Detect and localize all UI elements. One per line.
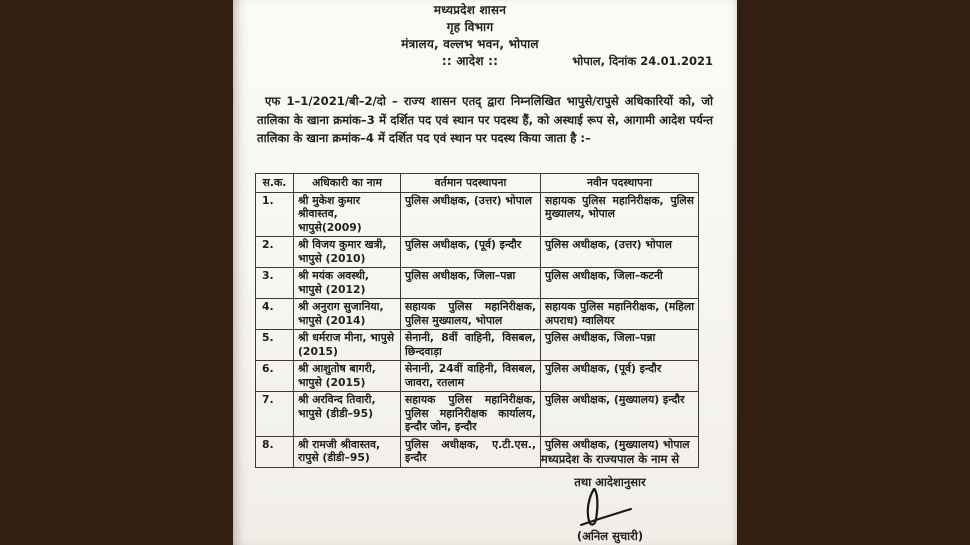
cell-new-posting: पुलिस अधीक्षक, जिला–पन्ना <box>541 330 699 361</box>
cell-serial: 4. <box>256 299 294 330</box>
col-header-new-posting: नवीन पदस्थापना <box>541 174 699 193</box>
order-heading: :: आदेश :: <box>441 54 499 68</box>
table-row <box>256 299 699 330</box>
signature-block <box>505 451 715 544</box>
cell-new-posting: सहायक पुलिस महानिरीक्षक, (महिला अपराध) ग्वालियर <box>541 299 699 330</box>
document-page <box>233 0 737 545</box>
cell-serial: 3. <box>256 268 294 299</box>
cell-new-posting: पुलिस अधीक्षक, (उत्तर) भोपाल <box>541 237 699 268</box>
department-title: गृह विभाग <box>446 20 494 34</box>
table-row <box>256 192 699 237</box>
cell-new-posting: सहायक पुलिस महानिरीक्षक, पुलिस मुख्यालय, भोपाल <box>541 192 699 237</box>
order-paragraph: एफ 1–1/2021/बी–2/दो – राज्य शासन एतद् द्वारा निम्नलिखित भापुसे/रापुसे अधिकारियों को, जो तालिका के खाना क्रमांक–3 में दर्शित पद एवं स्थान पर पदस्थ हैं, को अस्थाई रूप से, आगामी आदेश पर्यन्त तालिका के खाना क्रमांक–4 में दर्शित पद एवं स्थान पर पदस्थ किया जाता है :– <box>257 94 713 146</box>
as-ordered-line: तथा आदेशानुसार <box>574 475 646 489</box>
cell-officer-name: श्री विजय कुमार खत्री, भापुसे (2010) <box>294 237 401 268</box>
cell-current-posting: पुलिस अधीक्षक, जिला–पन्ना <box>401 268 541 299</box>
cell-serial: 8. <box>256 436 294 467</box>
cell-serial: 1. <box>256 192 294 237</box>
cell-current-posting: पुलिस अधीक्षक, ए.टी.एस., इन्दौर <box>401 436 541 467</box>
transfer-table <box>255 173 699 468</box>
cell-serial: 6. <box>256 361 294 392</box>
table-row <box>256 392 699 437</box>
cell-current-posting: सेनानी, 24वीं वाहिनी, विसबल, जावरा, रतलाम <box>401 361 541 392</box>
signature-area <box>505 488 715 528</box>
col-header-serial: स.क. <box>256 174 294 193</box>
signature-mark <box>563 488 647 528</box>
cell-officer-name: श्री आशुतोष बागरी, भापुसे (2015) <box>294 361 401 392</box>
cell-officer-name: श्री मयंक अवस्थी, भापुसे (2012) <box>294 268 401 299</box>
cell-officer-name: श्री अरविन्द तिवारी, भापुसे (डीडी–95) <box>294 392 401 437</box>
cell-serial: 7. <box>256 392 294 437</box>
cell-officer-name: श्री रामजी श्रीवास्तव, रापुसे (डीडी–95) <box>294 436 401 467</box>
cell-new-posting: पुलिस अधीक्षक, जिला–कटनी <box>541 268 699 299</box>
signatory-name: (अनिल सुचारी) <box>576 529 644 543</box>
cell-new-posting: पुलिस अधीक्षक, (पूर्व) इन्दौर <box>541 361 699 392</box>
cell-officer-name: श्री धर्मराज मीना, भापुसे (2015) <box>294 330 401 361</box>
address-line: मंत्रालय, वल्लभ भवन, भोपाल <box>401 37 539 51</box>
table-row <box>256 361 699 392</box>
cell-serial: 5. <box>256 330 294 361</box>
cell-current-posting: सेनानी, 8वीं वाहिनी, विसबल, छिन्दवाड़ा <box>401 330 541 361</box>
place-date-line: भोपाल, दिनांक 24.01.2021 <box>572 54 713 68</box>
table-row <box>256 330 699 361</box>
col-header-officer-name: अधिकारी का नाम <box>294 174 401 193</box>
cell-current-posting: पुलिस अधीक्षक, (पूर्व) इन्दौर <box>401 237 541 268</box>
cell-new-posting: पुलिस अधीक्षक, (मुख्यालय) इन्दौर <box>541 392 699 437</box>
cell-new-posting: पुलिस अधीक्षक, (मुख्यालय) भोपाल <box>541 436 699 467</box>
cell-officer-name: श्री अनुराग सुजानिया, भापुसे (2014) <box>294 299 401 330</box>
table-row <box>256 237 699 268</box>
col-header-current-posting: वर्तमान पदस्थापना <box>401 174 541 193</box>
cell-current-posting: पुलिस अधीक्षक, (उत्तर) भोपाल <box>401 192 541 237</box>
cell-officer-name: श्री मुकेश कुमार श्रीवास्तव, भापुसे(2009) <box>294 192 401 237</box>
government-title: मध्यप्रदेश शासन <box>433 3 507 17</box>
cell-current-posting: सहायक पुलिस महानिरीक्षक, पुलिस महानिरीक्षक कार्यालय, इन्दौर जोन, इन्दौर <box>401 392 541 437</box>
authority-line: मध्यप्रदेश के राज्यपाल के नाम से <box>540 452 680 466</box>
table-header-row <box>256 174 699 193</box>
table-row <box>256 268 699 299</box>
cell-serial: 2. <box>256 237 294 268</box>
cell-current-posting: सहायक पुलिस महानिरीक्षक, पुलिस मुख्यालय, भोपाल <box>401 299 541 330</box>
